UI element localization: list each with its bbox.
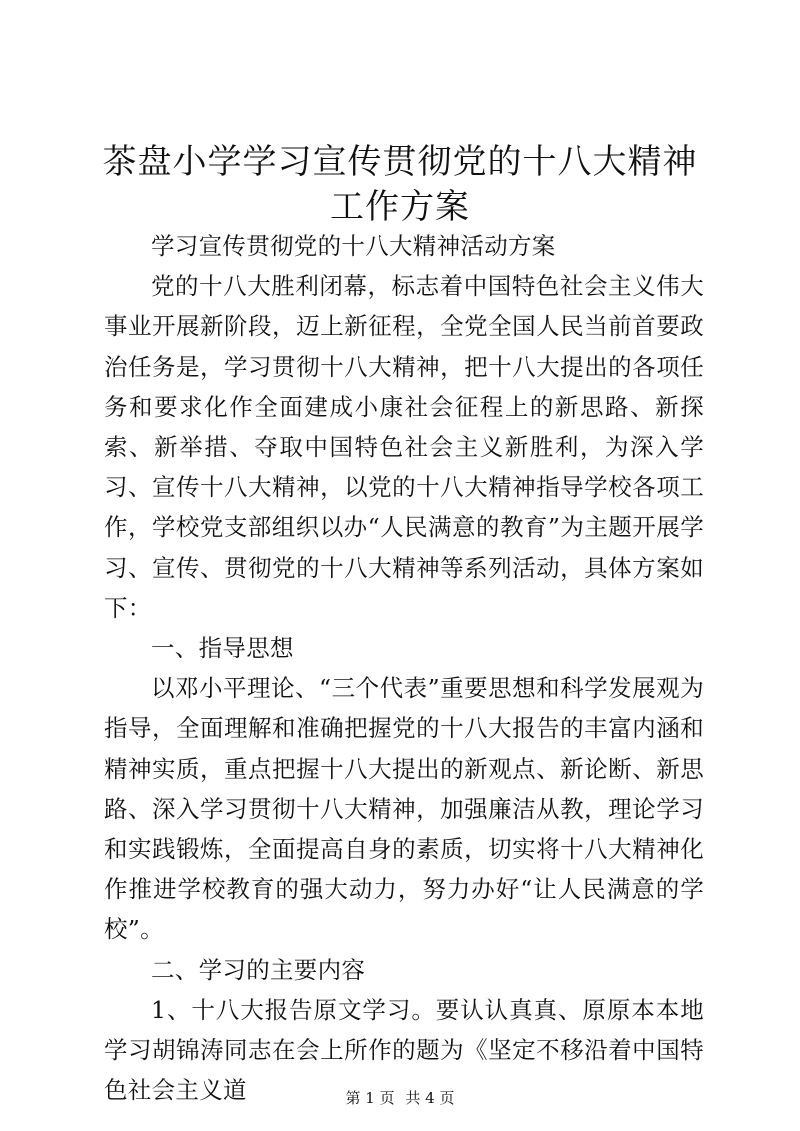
section-heading-guiding-ideology: 一、指导思想 [151, 634, 294, 663]
paragraph-intro: 党的十八大胜利闭幕，标志着中国特色社会主义伟大事业开展新阶段，迈上新征程，全党全国人民当前首要政治任务是，学习贯彻十八大精神，把十八大提出的各项任务和要求化作全面建成小康社会征程上的新思路、新探索、新举措、夺取中国特色社会主义新胜利，为深入学习、宣传十八大精神，以党的十八大精神指导学校各项工作，学校党支部组织以办“人民满意的教育”为主题开展学习、宣传、贯彻党的十八大精神等系列活动，具体方案如下： [104, 272, 704, 622]
document-body [104, 226, 704, 1110]
page-footer [0, 1088, 800, 1108]
document-title: 茶盘小学学习宣传贯彻党的十八大精神工作方案 [102, 142, 698, 227]
page-number-total: 共 4 页 [405, 1089, 455, 1107]
section-heading-main-content: 二、学习的主要内容 [151, 955, 366, 984]
paragraph-subtitle: 学习宣传贯彻党的十八大精神活动方案 [151, 232, 556, 260]
paragraph-report-study: 1、十八大报告原文学习。要认认真真、原原本本地学习胡锦涛同志在会上所作的题为《坚定不移沿着中国特色社会主义道 [104, 995, 704, 1105]
paragraph-guiding-ideology: 以邓小平理论、“三个代表”重要思想和科学发展观为指导，全面理解和准确把握党的十八大报告的丰富内涵和精神实质，重点把握十八大提出的新观点、新论断、新思路、深入学习贯彻十八大精神，加强廉洁从教，理论学习和实践锻炼，全面提高自身的素质，切实将十八大精神化作推进学校教育的强大动力，努力办好“让人民满意的学校”。 [104, 674, 704, 944]
page-number-current: 第 1 页 [345, 1089, 395, 1107]
